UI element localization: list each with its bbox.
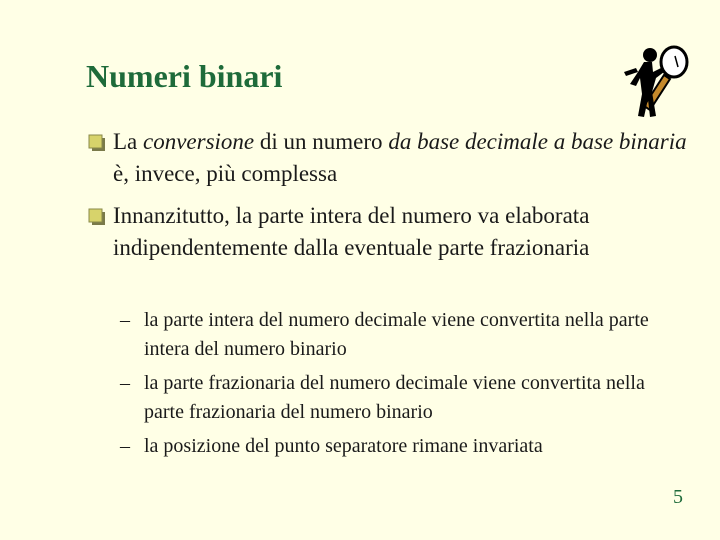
- bullet-text-emphasis: da base decimale a base binaria: [388, 129, 687, 154]
- sub-bullet-text: la posizione del punto separatore rimane invariata: [144, 435, 543, 457]
- sub-bullet-item: [120, 432, 660, 461]
- dash-marker: –: [120, 372, 130, 394]
- bullet-text-segment: di un numero: [254, 129, 389, 154]
- bullet-item: [88, 126, 688, 190]
- checkbox-bullet-icon: [88, 208, 106, 226]
- bullet-text-segment: è, invece, più complessa: [113, 161, 338, 186]
- sub-bullet-item: [120, 369, 660, 427]
- bullet-text-segment: La: [113, 129, 144, 154]
- page-number: 5: [673, 486, 683, 508]
- sub-bullet-text: la parte frazionaria del numero decimale viene convertita nella parte frazionaria del numero binario: [144, 372, 645, 423]
- bullet-text: [88, 126, 688, 190]
- dash-marker: –: [120, 435, 130, 457]
- checkbox-bullet-icon: [88, 134, 106, 152]
- sub-bullet-text: la parte intera del numero decimale viene convertita nella parte intera del numero binario: [144, 309, 649, 360]
- slide-title: Numeri binari: [86, 58, 283, 94]
- bullet-text: Innanzitutto, la parte intera del numero va elaborata indipendentemente dalla eventuale parte frazionaria: [113, 203, 590, 260]
- man-with-magnifying-glass-icon: [612, 44, 694, 126]
- bullet-text-emphasis: conversione: [143, 129, 255, 154]
- dash-marker: –: [120, 309, 130, 331]
- sub-bullet-item: [120, 306, 660, 364]
- bullet-item: [88, 200, 688, 264]
